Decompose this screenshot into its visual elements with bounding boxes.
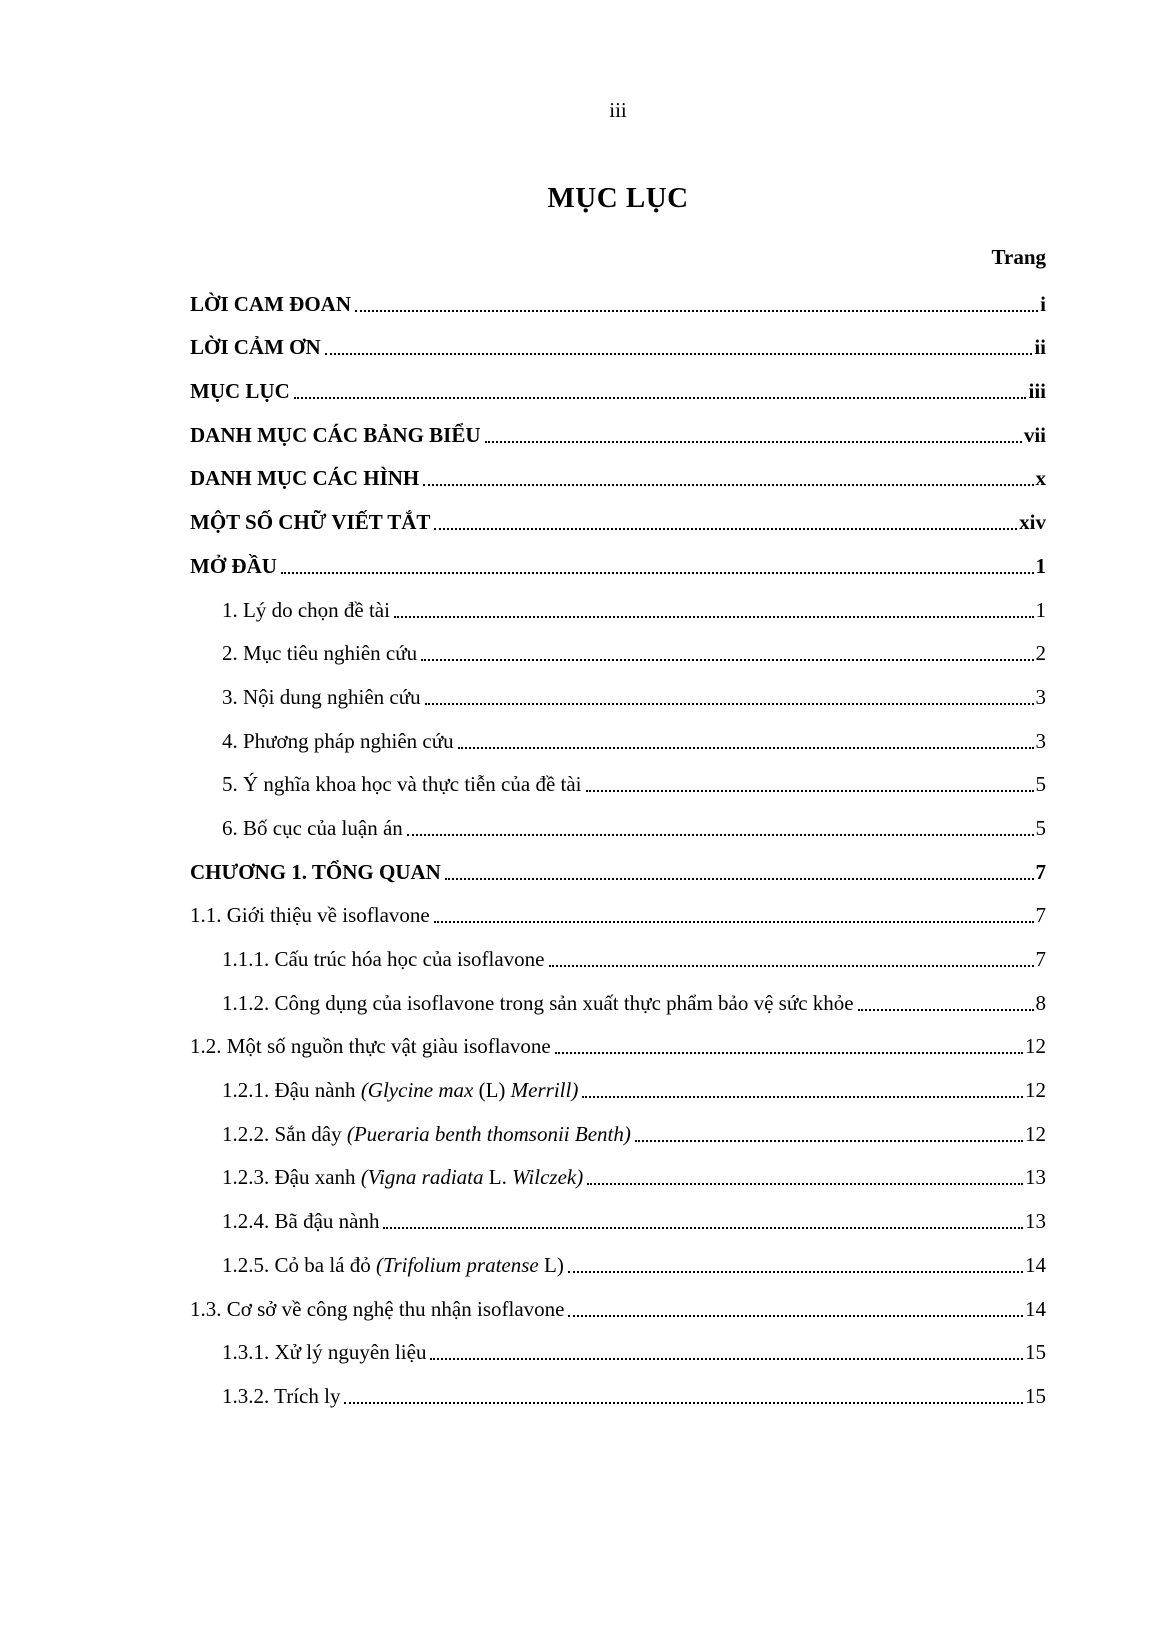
toc-entry-page: i [1040,291,1046,316]
toc-entry-label: LỜI CẢM ƠN [190,335,321,360]
dot-leader [586,790,1034,792]
toc-entry [190,274,1046,318]
dot-leader [423,484,1033,486]
toc-entry-label: MỘT SỐ CHỮ VIẾT TẮT [190,510,431,535]
toc-entry-page: 13 [1025,1165,1046,1190]
toc-entry-label: 1.2.3. Đậu xanh (Vigna radiata L. Wilczek) [222,1165,584,1190]
toc-entry [190,1366,1046,1410]
toc-entry [190,929,1046,973]
toc-entry-page: 5 [1035,772,1046,797]
toc-entry [190,449,1046,493]
toc-entry-page: ii [1034,335,1046,360]
toc-entry-page: 5 [1035,815,1046,840]
toc-entry-page: 12 [1025,1078,1046,1103]
toc-entry-label: 1. Lý do chọn đề tài [222,597,390,622]
toc-entry-label: 1.2.1. Đậu nành (Glycine max (L) Merrill) [222,1078,579,1103]
toc-entry [190,1104,1046,1148]
dot-leader [355,310,1038,312]
dot-leader [421,659,1033,661]
toc-entry-page: 14 [1025,1252,1046,1277]
toc-entry-page: 13 [1025,1209,1046,1234]
toc-entry-label: 1.2.2. Sắn dây (Pueraria benth thomsonii Benth) [222,1121,631,1146]
toc-entry-label: 1.3.1. Xử lý nguyên liệu [222,1340,427,1365]
toc-entry-label: 1.3.2. Trích ly [222,1383,341,1408]
toc-entry-label: 4. Phương pháp nghiên cứu [222,728,454,753]
toc-entry-label: 1.1.2. Công dụng của isoflavone trong sản xuất thực phẩm bảo vệ sức khỏe [222,990,854,1015]
toc-entry-label: 2. Mục tiêu nghiên cứu [222,641,418,666]
toc-entry-page: iii [1028,379,1046,404]
toc-entry-label: CHƯƠNG 1. TỔNG QUAN [190,859,441,884]
dot-leader [383,1227,1023,1229]
dot-leader [281,572,1034,574]
trang-column-header: Trang [991,245,1046,269]
toc-entry-label: 1.2. Một số nguồn thực vật giàu isoflavone [190,1034,551,1059]
toc-entry [190,798,1046,842]
corner-page-number: iii [609,98,627,122]
toc-entry [190,1060,1046,1104]
toc-entry-page: 8 [1035,990,1046,1015]
toc-entry-page: 1 [1035,553,1046,578]
toc-entry-page: xiv [1019,510,1046,535]
toc-entry-page: 12 [1025,1034,1046,1059]
toc-entry-page: 12 [1025,1121,1046,1146]
toc-entry-page: 3 [1035,684,1046,709]
toc-entry-label: 1.1.1. Cấu trúc hóa học của isoflavone [222,947,545,971]
toc-entry-page: 15 [1025,1383,1046,1408]
page-title: MỤC LỤC [547,182,689,214]
toc-entry-page: 7 [1035,859,1046,884]
toc-entry [190,492,1046,536]
toc-entry [190,405,1046,449]
dot-leader [407,834,1034,836]
toc-entry [190,667,1046,711]
dot-leader [458,747,1034,749]
toc-entry [190,318,1046,362]
toc-entry [190,1148,1046,1192]
toc-list [190,274,1046,1410]
toc-entry-label: 3. Nội dung nghiên cứu [222,684,421,709]
dot-leader [434,528,1017,530]
toc-entry-page: 1 [1035,597,1046,622]
toc-entry [190,711,1046,755]
toc-entry-label: LỜI CAM ĐOAN [190,291,351,316]
toc-entry-page: 14 [1025,1296,1046,1321]
dot-leader [344,1402,1023,1404]
dot-leader [485,441,1022,443]
toc-entry [190,1191,1046,1235]
toc-entry-page: 3 [1035,728,1046,753]
dot-leader [635,1140,1023,1142]
dot-leader [294,397,1027,399]
dot-leader [445,878,1034,880]
toc-entry [190,1323,1046,1367]
dot-leader [568,1271,1023,1273]
toc-entry-label: 6. Bố cục của luận án [222,815,403,840]
toc-entry [190,361,1046,405]
toc-entry-label: MỤC LỤC [190,379,290,404]
dot-leader [425,703,1034,705]
toc-entry-page: 7 [1035,903,1046,928]
toc-entry-page: 15 [1025,1340,1046,1365]
dot-leader [858,1009,1034,1011]
toc-entry-label: MỞ ĐẦU [190,553,277,578]
dot-leader [549,965,1034,967]
toc-entry-label: 5. Ý nghĩa khoa học và thực tiễn của đề tài [222,772,582,797]
dot-leader [555,1052,1023,1054]
toc-entry-label: DANH MỤC CÁC BẢNG BIỂU [190,422,481,447]
toc-entry-label: DANH MỤC CÁC HÌNH [190,466,420,491]
toc-entry-label: 1.1. Giới thiệu về isoflavone [190,903,430,928]
dot-leader [325,353,1033,355]
dot-leader [587,1183,1023,1185]
toc-entry [190,580,1046,624]
dot-leader [430,1358,1023,1360]
toc-entry-label: 1.2.5. Cỏ ba lá đỏ (Trifolium pratense L) [222,1252,564,1277]
toc-entry-label: 1.3. Cơ sở về công nghệ thu nhận isoflavone [190,1296,565,1321]
toc-entry [190,842,1046,886]
toc-entry [190,1235,1046,1279]
toc-entry-page: x [1035,466,1046,491]
toc-entry [190,1279,1046,1323]
toc-entry [190,886,1046,930]
dot-leader [582,1096,1023,1098]
toc-entry-page: 7 [1035,947,1046,971]
toc-entry-page: 2 [1035,641,1046,666]
toc-entry [190,624,1046,668]
toc-entry [190,755,1046,799]
toc-entry-label: 1.2.4. Bã đậu nành [222,1209,380,1234]
dot-leader [568,1315,1023,1317]
dot-leader [394,616,1034,618]
toc-entry-page: vii [1023,422,1046,447]
toc-entry [190,1017,1046,1061]
toc-entry [190,973,1046,1017]
dot-leader [434,921,1034,923]
toc-entry [190,536,1046,580]
